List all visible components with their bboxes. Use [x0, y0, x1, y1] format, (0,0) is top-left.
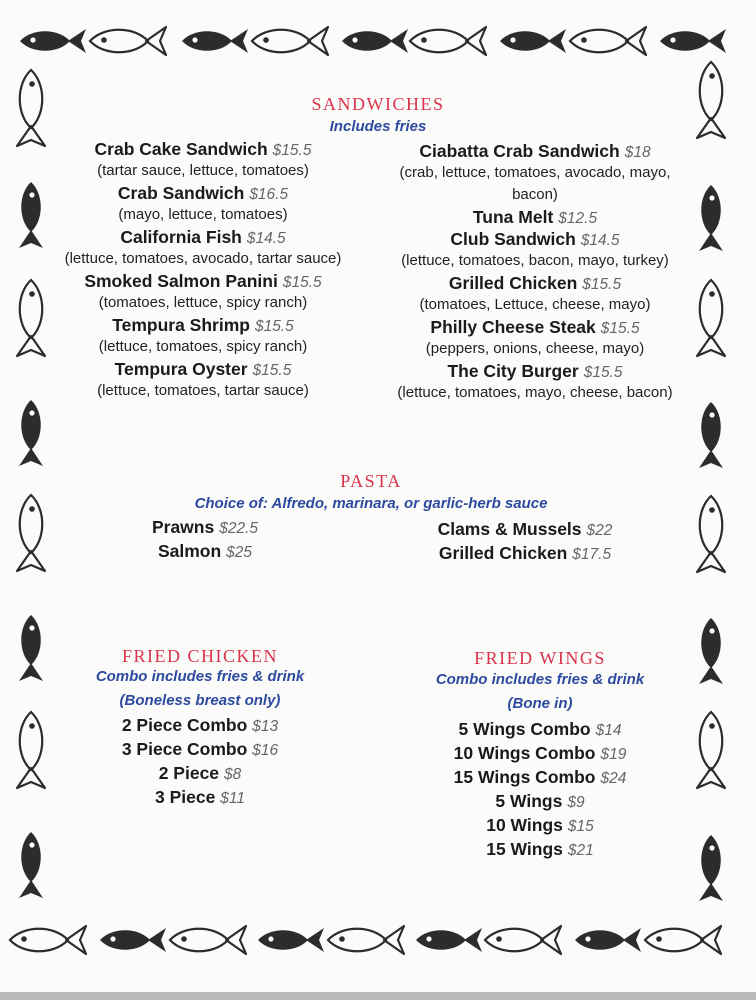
list-item — [374, 228, 696, 250]
item-name: Tuna Melt — [472, 207, 554, 227]
fish-icon-outline — [17, 280, 45, 356]
item-name: Crab Cake Sandwich — [94, 139, 268, 159]
fish-icon-solid — [19, 400, 43, 466]
item-description: (lettuce, tomatoes, spicy ranch) — [98, 338, 308, 355]
fish-icon-outline — [570, 27, 646, 55]
item-price: $15.5 — [272, 142, 312, 159]
fish-icon-outline — [90, 27, 166, 55]
list-item — [374, 272, 696, 294]
list-item — [42, 314, 364, 336]
item-price: $15.5 — [282, 274, 322, 291]
fish-icon-outline — [170, 926, 246, 954]
item-name: Prawns — [151, 517, 215, 537]
fish-icon-outline — [410, 27, 486, 55]
fish-icon-solid — [699, 835, 723, 901]
sandwiches-right-column — [374, 140, 696, 404]
item-price: $13 — [252, 718, 279, 735]
fish-icon-outline — [17, 712, 45, 788]
item-name: Smoked Salmon Panini — [84, 271, 278, 291]
item-name: Tempura Oyster — [114, 359, 248, 379]
list-item — [400, 837, 680, 861]
item-name: California Fish — [120, 227, 242, 247]
list-item — [374, 140, 696, 162]
item-price: $15.5 — [583, 364, 623, 381]
item-description: (lettuce, tomatoes, tartar sauce) — [97, 382, 309, 399]
list-item — [410, 541, 640, 565]
list-item — [400, 813, 680, 837]
fried-wings-subtitle: Combo includes fries & drink — [435, 671, 645, 688]
item-description: (lettuce, tomatoes, avocado, tartar sauce) — [64, 250, 342, 267]
list-item — [120, 539, 290, 563]
list-item — [60, 761, 340, 785]
item-price: $15.5 — [252, 362, 292, 379]
item-name: 10 Wings Combo — [453, 743, 596, 763]
item-price: $22 — [586, 522, 613, 539]
item-description: (peppers, onions, cheese, mayo) — [425, 340, 645, 357]
fish-icon-outline — [252, 27, 328, 55]
item-price: $21 — [567, 842, 594, 859]
fish-icon-outline — [697, 712, 725, 788]
item-name: Club Sandwich — [450, 229, 576, 249]
item-description: (lettuce, tomatoes, bacon, mayo, turkey) — [401, 252, 669, 269]
fish-icon-solid — [100, 928, 166, 952]
fish-icon-solid — [19, 615, 43, 681]
fish-icon-solid — [660, 29, 726, 53]
pasta-left-column — [120, 515, 290, 563]
fish-icon-solid — [416, 928, 482, 952]
item-price: $24 — [600, 770, 627, 787]
item-price: $19 — [600, 746, 627, 763]
list-item — [60, 737, 340, 761]
item-name: Grilled Chicken — [438, 543, 568, 563]
item-name: Tempura Shrimp — [112, 315, 250, 335]
fish-icon-outline — [697, 280, 725, 356]
fried-chicken-title: FRIED CHICKEN — [121, 646, 278, 666]
item-price: $14 — [595, 722, 622, 739]
fish-icon-outline — [328, 926, 404, 954]
list-item — [42, 226, 364, 248]
item-name: Clams & Mussels — [437, 519, 582, 539]
item-price: $8 — [224, 766, 242, 783]
item-price: $11 — [220, 790, 246, 807]
list-item — [42, 270, 364, 292]
fish-icon-solid — [19, 182, 43, 248]
item-price: $16.5 — [249, 186, 289, 203]
item-name: 2 Piece Combo — [121, 715, 248, 735]
item-price: $17.5 — [572, 546, 612, 563]
item-price: $16 — [252, 742, 279, 759]
list-item — [400, 717, 680, 741]
item-description: (tomatoes, Lettuce, cheese, mayo) — [419, 296, 651, 313]
fried-chicken-subtitle: Combo includes fries & drink — [95, 668, 305, 685]
fried-wings-note: (Bone in) — [507, 695, 573, 712]
fried-chicken-note: (Boneless breast only) — [119, 692, 281, 709]
fried-wings-title: FRIED WINGS — [474, 648, 606, 668]
list-item — [42, 182, 364, 204]
item-name: 2 Piece — [158, 763, 220, 783]
fish-icon-solid — [699, 402, 723, 468]
item-name: Grilled Chicken — [448, 273, 578, 293]
list-item — [42, 138, 364, 160]
item-name: Salmon — [157, 541, 222, 561]
item-name: 15 Wings Combo — [453, 767, 596, 787]
item-price: $15.5 — [582, 276, 622, 293]
fried-wings-list — [400, 717, 680, 861]
sandwiches-title: SANDWICHES — [311, 94, 445, 114]
sandwiches-subtitle: Includes fries — [329, 118, 427, 135]
item-description: (tomatoes, lettuce, spicy ranch) — [98, 294, 308, 311]
item-name: Philly Cheese Steak — [430, 317, 596, 337]
pasta-subtitle: Choice of: Alfredo, marinara, or garlic-herb sauce — [194, 495, 548, 512]
item-price: $14.5 — [580, 232, 620, 249]
list-item — [410, 517, 640, 541]
fried-chicken-list — [60, 713, 340, 809]
item-price: $25 — [226, 544, 253, 561]
list-item — [400, 765, 680, 789]
item-price: $22.5 — [219, 520, 259, 537]
item-price: $9 — [567, 794, 585, 811]
list-item — [400, 789, 680, 813]
item-name: Crab Sandwich — [117, 183, 245, 203]
list-item — [374, 206, 696, 228]
item-description: (tartar sauce, lettuce, tomatoes) — [97, 162, 309, 179]
item-name: 3 Piece — [154, 787, 216, 807]
fish-icon-solid — [500, 29, 566, 53]
item-name: Ciabatta Crab Sandwich — [419, 141, 620, 161]
item-price: $15.5 — [600, 320, 640, 337]
item-description: (mayo, lettuce, tomatoes) — [118, 206, 288, 223]
item-description: (crab, lettuce, tomatoes, avocado, mayo, bacon) — [399, 164, 671, 203]
item-price: $18 — [624, 144, 651, 161]
list-item — [60, 785, 340, 809]
item-name: 15 Wings — [486, 839, 563, 859]
list-item — [120, 515, 290, 539]
item-description: (lettuce, tomatoes, mayo, cheese, bacon) — [397, 384, 673, 401]
fish-icon-solid — [699, 618, 723, 684]
list-item — [60, 713, 340, 737]
fish-icon-outline — [645, 926, 721, 954]
pasta-title: PASTA — [340, 471, 402, 491]
item-name: 5 Wings — [495, 791, 563, 811]
item-name: 3 Piece Combo — [121, 739, 248, 759]
item-price: $14.5 — [246, 230, 286, 247]
list-item — [374, 360, 696, 382]
fish-icon-solid — [258, 928, 324, 952]
item-price: $15.5 — [254, 318, 294, 335]
item-price: $15 — [567, 818, 594, 835]
fish-icon-outline — [485, 926, 561, 954]
item-price: $12.5 — [558, 210, 598, 227]
item-name: 10 Wings — [486, 815, 563, 835]
page-edge — [0, 992, 756, 1000]
fish-icon-solid — [20, 29, 86, 53]
list-item — [400, 741, 680, 765]
fish-icon-solid — [575, 928, 641, 952]
list-item — [374, 316, 696, 338]
pasta-right-column — [410, 517, 640, 565]
sandwiches-left-column — [42, 138, 364, 402]
item-name: The City Burger — [447, 361, 579, 381]
fish-icon-solid — [699, 185, 723, 251]
list-item — [42, 358, 364, 380]
fish-icon-outline — [10, 926, 86, 954]
fish-icon-solid — [19, 832, 43, 898]
fish-icon-solid — [342, 29, 408, 53]
fish-icon-solid — [182, 29, 248, 53]
item-name: 5 Wings Combo — [458, 719, 591, 739]
